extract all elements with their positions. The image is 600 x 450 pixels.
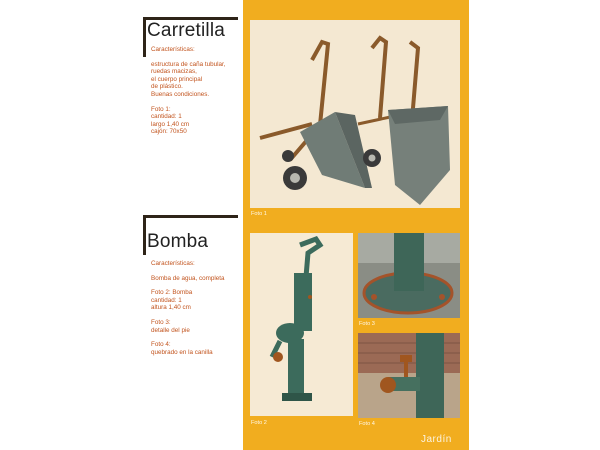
bomba-title: Bomba bbox=[147, 231, 209, 252]
carretilla-info bbox=[151, 46, 261, 143]
pump-illustration bbox=[250, 233, 353, 416]
wheelbarrow-illustration bbox=[250, 20, 460, 208]
right-margin bbox=[469, 0, 600, 450]
foto-detail-line: Foto 1: bbox=[151, 105, 171, 113]
section-label-jardin: Jardín bbox=[421, 434, 452, 445]
photo-2-pump bbox=[250, 233, 353, 416]
description-line: el cuerpo principal bbox=[151, 75, 203, 83]
foto-detail-line: cantidad: 1 bbox=[151, 296, 182, 304]
foto-detail-line: quebrado en la canilla bbox=[151, 348, 213, 356]
photo-3-pump-base bbox=[358, 233, 460, 318]
bomba-info bbox=[151, 260, 261, 363]
photo-1-caption: Foto 1 bbox=[251, 211, 267, 217]
description-line: Bomba de agua, completa bbox=[151, 274, 225, 282]
pump-base-illustration bbox=[358, 233, 460, 318]
description-line: de plástico. bbox=[151, 83, 183, 91]
description-line: ruedas macizas, bbox=[151, 68, 197, 76]
faucet-illustration bbox=[358, 333, 460, 418]
photo-2-caption: Foto 2 bbox=[251, 420, 267, 426]
photo-4-faucet bbox=[358, 333, 460, 418]
photo-1-wheelbarrows bbox=[250, 20, 460, 208]
description-line: Buenas condiciones. bbox=[151, 90, 210, 98]
photo-4-caption: Foto 4 bbox=[359, 421, 375, 427]
foto-detail-line: altura 1,40 cm bbox=[151, 304, 191, 312]
foto-detail-line: largo 1,40 cm bbox=[151, 120, 190, 128]
caracteristicas-label: Características: bbox=[151, 260, 195, 267]
foto-detail-line: Foto 2: Bomba bbox=[151, 289, 193, 297]
photo-3-caption: Foto 3 bbox=[359, 321, 375, 327]
carretilla-title: Carretilla bbox=[147, 20, 226, 41]
foto-detail-line: detalle del pie bbox=[151, 326, 190, 334]
foto-detail-line: Foto 4: bbox=[151, 341, 171, 349]
foto-detail-line: cajón: 70x50 bbox=[151, 128, 187, 136]
foto-detail-line: Foto 3: bbox=[151, 318, 171, 326]
foto-detail-line: cantidad: 1 bbox=[151, 113, 182, 121]
caracteristicas-label: Características: bbox=[151, 46, 195, 53]
description-line: estructura de caña tubular, bbox=[151, 60, 226, 68]
